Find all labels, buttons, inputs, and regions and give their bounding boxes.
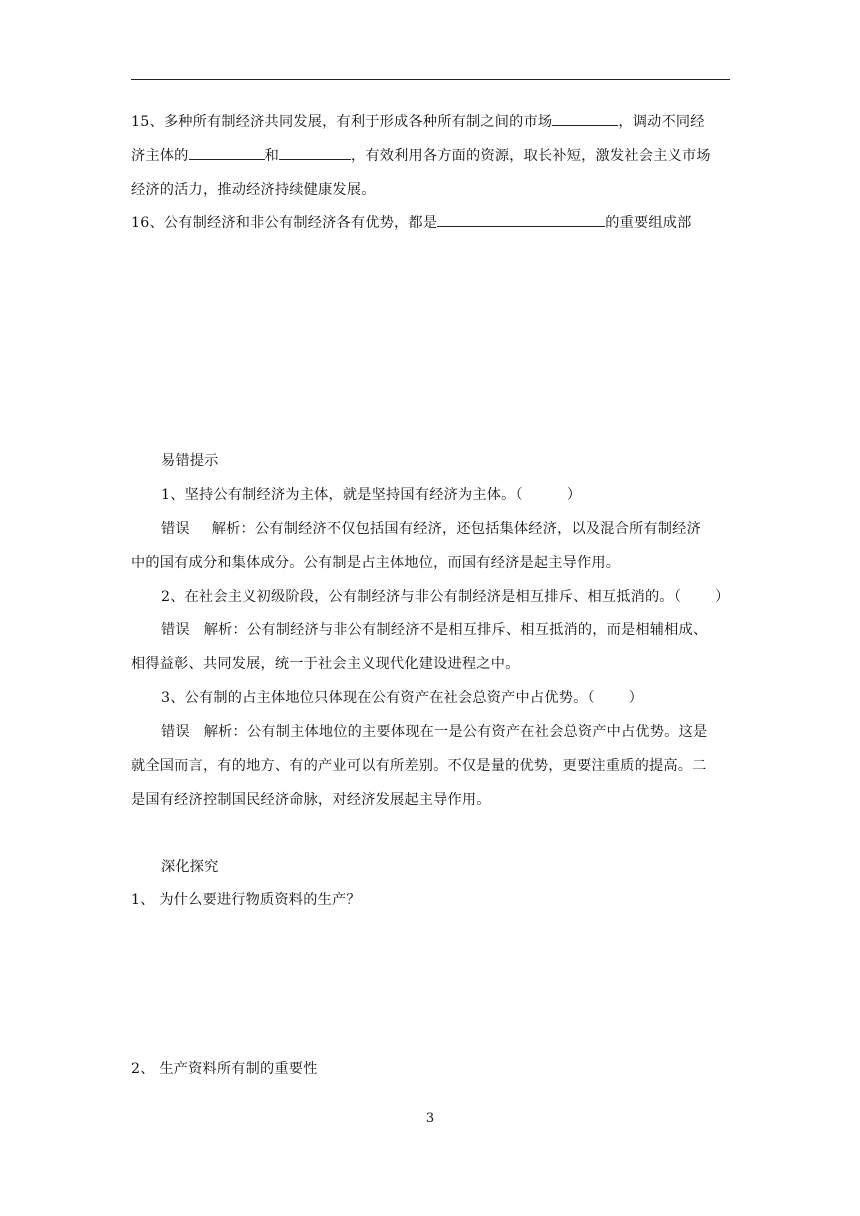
explore-question-2: 2、 生产资料所有制的重要性 bbox=[131, 1061, 318, 1077]
mistake-1-answer-line-2: 中的国有成分和集体成分。公有制是占主体地位，而国有经济是起主导作用。 bbox=[131, 555, 621, 571]
header-rule bbox=[131, 79, 730, 80]
mistake-2-answer-text: 解析：公有制经济与非公有制经济不是相互排斥、相互抵消的，而是相辅相成、 bbox=[203, 622, 708, 638]
q15-text: 15、多种所有制经济共同发展，有利于形成各种所有制之间的市场 bbox=[131, 114, 553, 130]
mistake-3-question-text: 3、公有制的占主体地位只体现在公有资产在社会总资产中占优势。（ bbox=[161, 690, 595, 706]
mistake-1-answer-line-1 bbox=[161, 519, 701, 539]
mistake-3-answer-line-2: 就全国而言，有的地方、有的产业可以有所差别。不仅是量的优势，更要注重质的提高。二 bbox=[131, 758, 707, 774]
q15-text: ，调动不同经 bbox=[618, 114, 705, 130]
mistake-2-close-paren: ） bbox=[715, 589, 730, 605]
mistake-3-question bbox=[161, 688, 643, 708]
q16-text: 16、公有制经济和非公有制经济各有优势，都是 bbox=[131, 215, 438, 231]
mistake-2-answer-line-2: 相得益彰、共同发展，统一于社会主义现代化建设进程之中。 bbox=[131, 656, 520, 672]
mistake-3-answer-label: 错误 bbox=[161, 724, 190, 740]
q16-blank bbox=[437, 213, 605, 227]
page-number: 3 bbox=[425, 1111, 435, 1126]
mistake-2-answer-line-1 bbox=[161, 620, 707, 640]
mistake-1-close-paren: ） bbox=[566, 487, 582, 503]
mistakes-heading: 易错提示 bbox=[161, 453, 219, 469]
mistake-2-question bbox=[161, 587, 729, 607]
mistake-3-answer-line-1 bbox=[161, 722, 707, 742]
mistake-3-answer-text: 解析：公有制主体地位的主要体现在一是公有资产在社会总资产中占优势。这是 bbox=[203, 724, 708, 740]
q16-text: 的重要组成部 bbox=[605, 215, 692, 231]
q15-text: 和 bbox=[264, 148, 279, 164]
explore-question-1: 1、 为什么要进行物质资料的生产？ bbox=[131, 892, 361, 908]
mistake-3-answer-line-3: 是国有经济控制国民经济命脉，对经济发展起主导作用。 bbox=[131, 792, 491, 808]
q15-blank-market bbox=[552, 112, 618, 126]
q16-line bbox=[131, 213, 692, 233]
mistake-1-question-text: 1、坚持公有制经济为主体，就是坚持国有经济为主体。（ bbox=[161, 487, 523, 503]
mistake-2-question-text: 2、在社会主义初级阶段，公有制经济与非公有制经济是相互排斥、相互抵消的。（ bbox=[161, 589, 682, 605]
mistake-1-answer-text: 解析：公有制经济不仅包括国有经济，还包括集体经济，以及混合所有制经济 bbox=[211, 521, 701, 537]
q15-line-1 bbox=[131, 112, 705, 132]
mistake-1-question bbox=[161, 485, 581, 505]
mistake-3-close-paren: ） bbox=[628, 690, 644, 706]
q15-blank-2 bbox=[279, 146, 351, 160]
explore-heading: 深化探究 bbox=[161, 859, 219, 875]
q15-text: 济主体的 bbox=[131, 148, 189, 164]
q15-line-3: 经济的活力，推动经济持续健康发展。 bbox=[131, 182, 376, 198]
q15-blank-1 bbox=[189, 146, 265, 160]
mistake-2-answer-label: 错误 bbox=[161, 622, 190, 638]
q15-line-2 bbox=[131, 146, 711, 166]
q15-text: ，有效利用各方面的资源，取长补短，激发社会主义市场 bbox=[350, 148, 711, 164]
mistake-1-answer-label: 错误 bbox=[161, 521, 190, 537]
